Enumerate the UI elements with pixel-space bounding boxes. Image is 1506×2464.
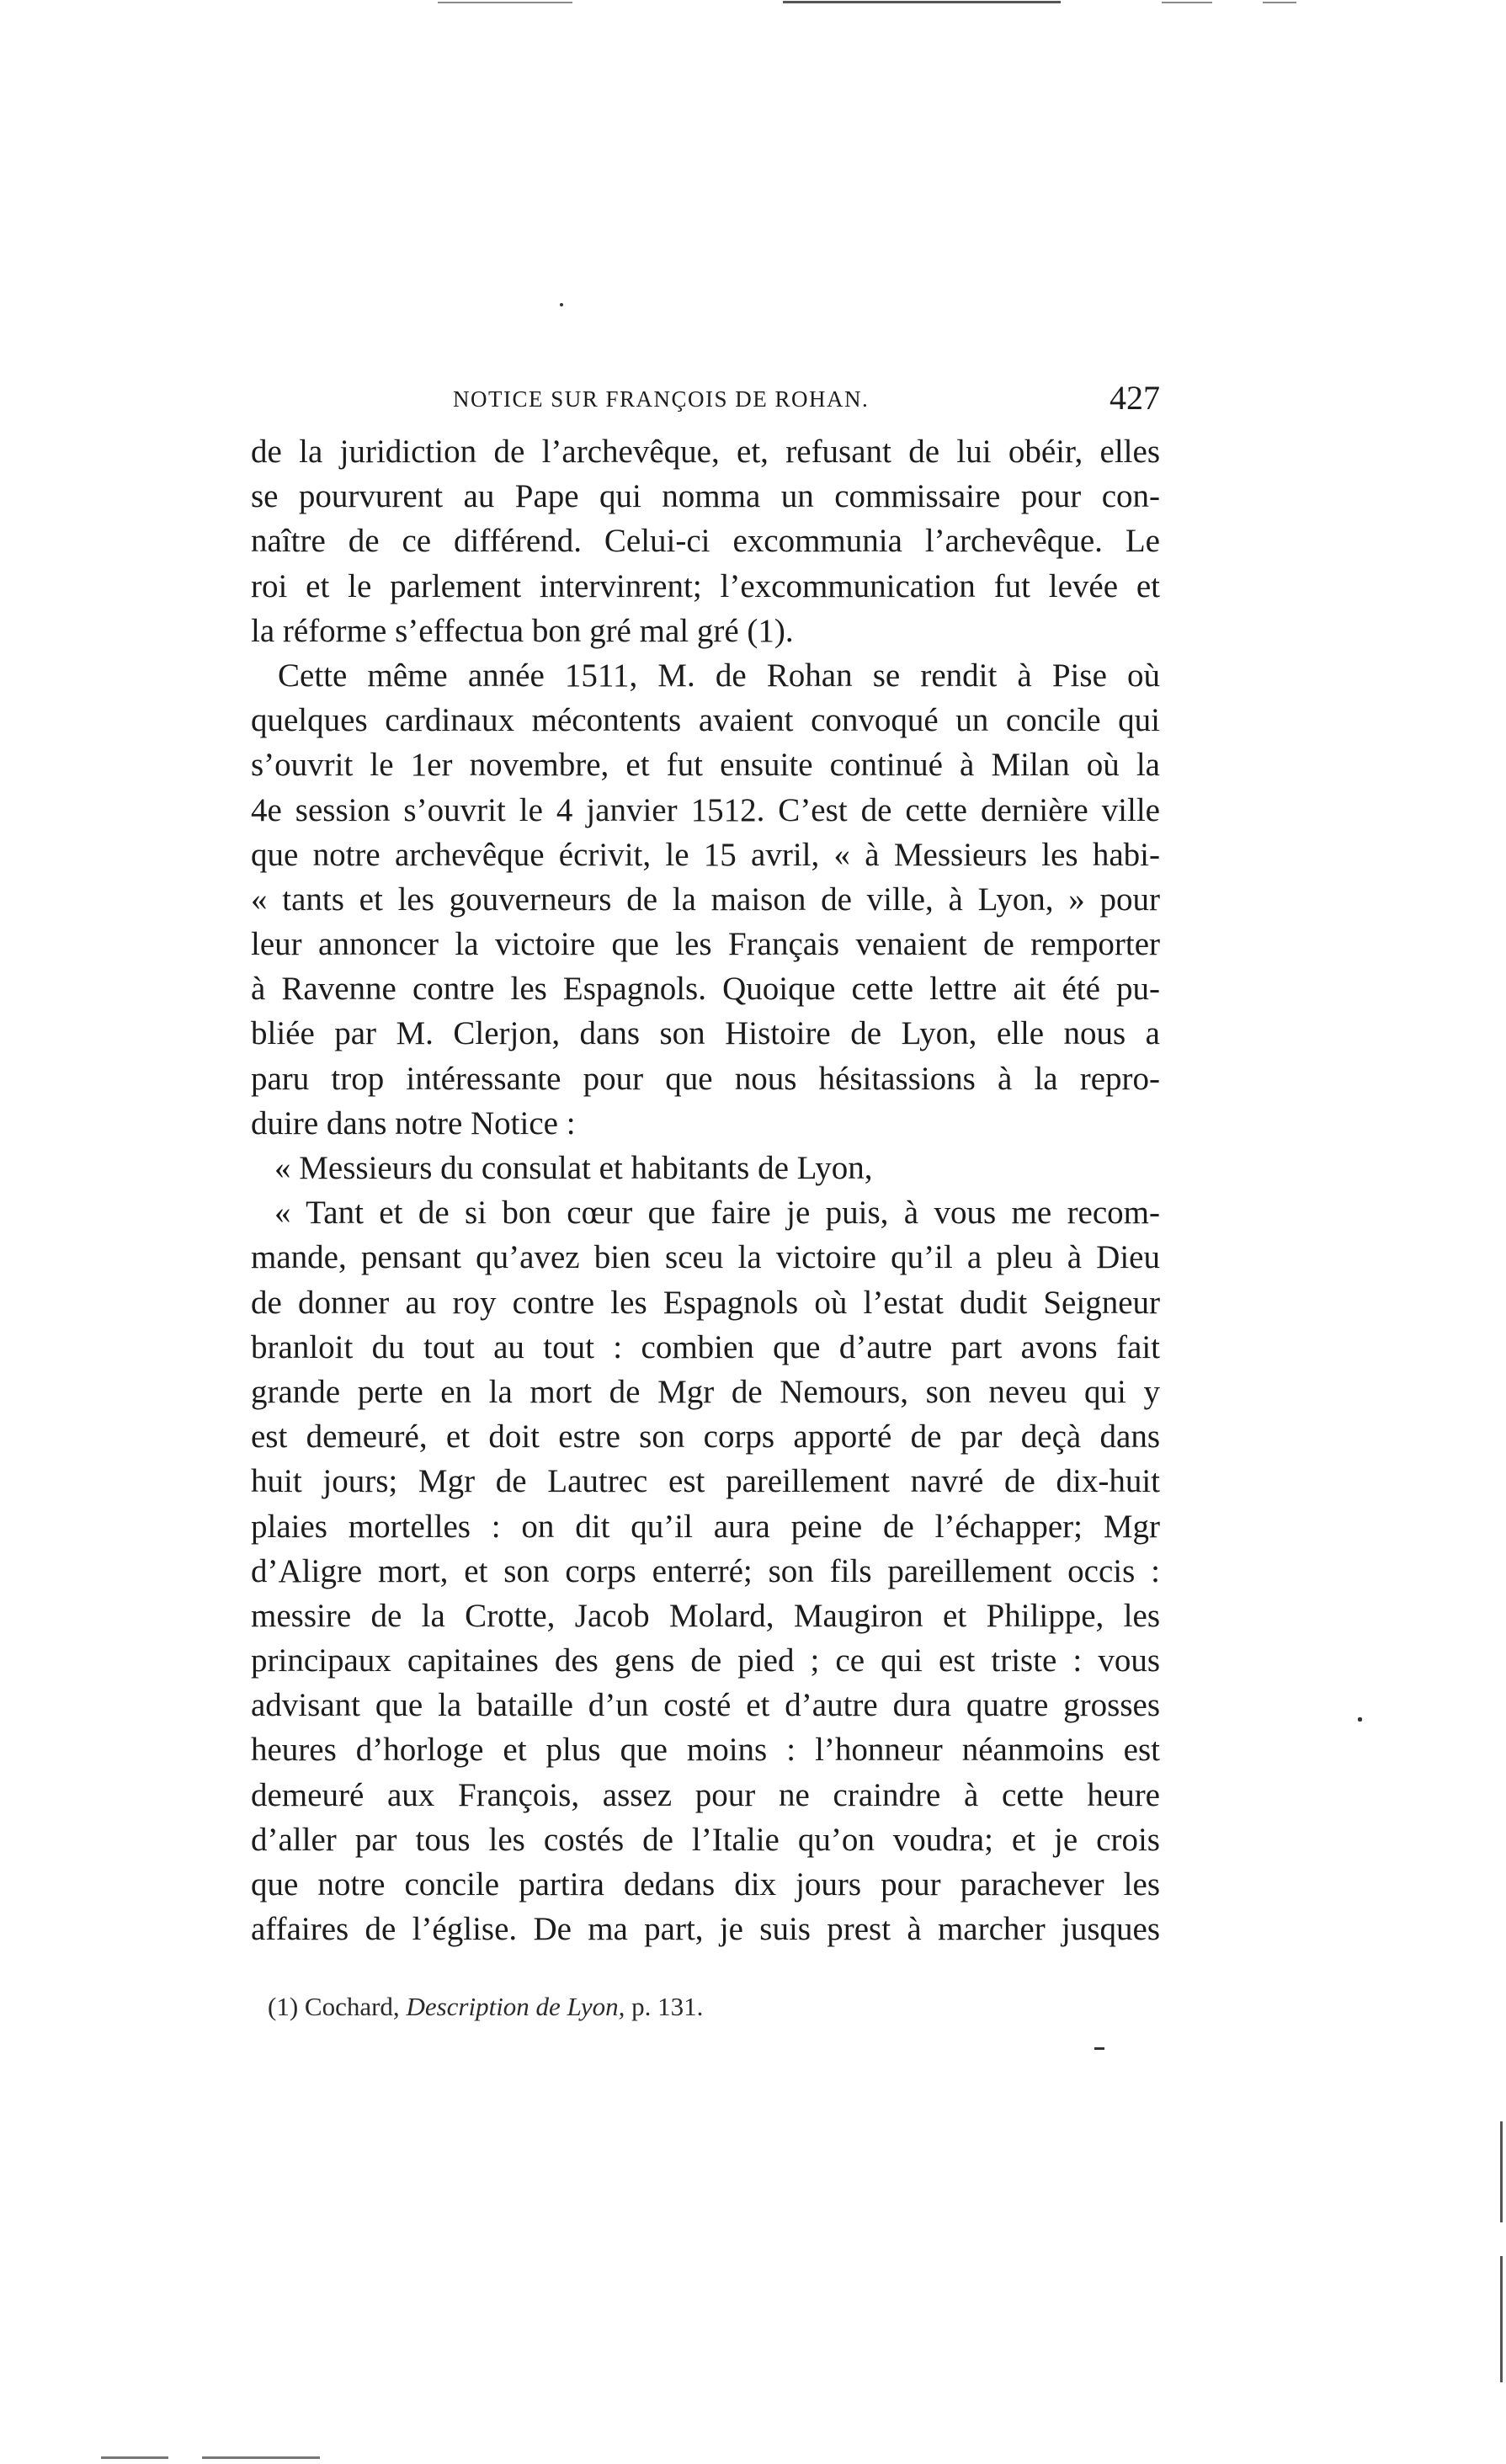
text-line: mande, pensant qu’avez bien sceu la victoire qu’il a pleu à Dieu	[251, 1239, 1160, 1276]
text-line: de la juridiction de l’archevêque, et, refusant de lui obéir, elles	[251, 434, 1160, 470]
scan-edge-bottom	[202, 2456, 320, 2459]
text-line: est demeuré, et doit estre son corps apporté de par deçà dans	[251, 1418, 1160, 1456]
text-line: duire dans notre Notice :	[251, 1104, 576, 1142]
scan-edge-top	[0, 0, 1506, 7]
page-number: 427	[1110, 379, 1160, 417]
text-line: affaires de l’église. De ma part, je suis prest à marcher jusques	[251, 1911, 1160, 1948]
text-line: « Tant et de si bon cœur que faire je puis, à vous me recom-	[274, 1195, 1160, 1232]
text-line: « Messieurs du consulat et habitants de Lyon,	[274, 1150, 873, 1186]
text-line: huit jours; Mgr de Lautrec est pareillement navré de dix-huit	[251, 1463, 1160, 1500]
text-line: heures d’horloge et plus que moins : l’honneur néanmoins est	[251, 1732, 1160, 1769]
text-line: s’ouvrit le 1er novembre, et fut ensuite continué à Milan où la	[251, 747, 1160, 784]
text-line: roi et le parlement intervinrent; l’excommunication fut levée et	[251, 567, 1160, 604]
text-line: Cette même année 1511, M. de Rohan se rendit à Pise où	[278, 657, 1160, 694]
running-title: NOTICE SUR FRANÇOIS DE ROHAN.	[453, 386, 870, 412]
speck-mark	[560, 303, 563, 306]
text-line: quelques cardinaux mécontents avaient convoqué un concile qui	[251, 702, 1160, 739]
text-line: branloit du tout au tout : combien que d’autre part avons fait	[251, 1328, 1160, 1365]
footnote-page: p. 131.	[631, 1992, 704, 2021]
text-line: 4e session s’ouvrit le 4 janvier 1512. C’est de cette dernière ville	[251, 791, 1160, 828]
text-line: bliée par M. Clerjon, dans son Histoire de Lyon, elle nous a	[251, 1015, 1160, 1052]
footnote	[268, 1992, 703, 2022]
page-header	[453, 379, 1160, 425]
text-line: se pourvurent au Pape qui nomma un commissaire pour con-	[251, 478, 1160, 515]
text-line: à Ravenne contre les Espagnols. Quoique cette lettre ait été pu-	[251, 971, 1160, 1008]
text-line: plaies mortelles : on dit qu’il aura peine de l’échapper; Mgr	[251, 1508, 1160, 1545]
scan-edge-right	[1500, 2121, 1503, 2222]
footnote-marker: (1)	[268, 1992, 299, 2021]
text-line: de donner au roy contre les Espagnols où l’estat dudit Seigneur	[251, 1284, 1160, 1321]
scan-edge-right	[1500, 2256, 1503, 2382]
scan-edge-bottom	[101, 2456, 168, 2459]
text-line: « tants et les gouverneurs de la maison de ville, à Lyon, » pour	[251, 881, 1160, 918]
footnote-author: Cochard,	[304, 1992, 400, 2021]
speck-mark	[1358, 1717, 1362, 1722]
text-line: messire de la Crotte, Jacob Molard, Maugiron et Philippe, les	[251, 1597, 1160, 1634]
text-line: advisant que la bataille d’un costé et d’autre dura quatre grosses	[251, 1687, 1160, 1724]
text-line: paru trop intéressante pour que nous hésitassions à la repro-	[251, 1060, 1160, 1097]
text-line: leur annoncer la victoire que les Français venaient de remporter	[251, 926, 1160, 963]
body-text	[251, 429, 1160, 1951]
speck-mark	[1094, 2047, 1104, 2050]
text-line: que notre concile partira dedans dix jours pour parachever les	[251, 1866, 1160, 1903]
text-line: naître de ce différend. Celui-ci excommunia l’archevêque. Le	[251, 523, 1160, 560]
text-line: d’Aligre mort, et son corps enterré; son fils pareillement occis :	[251, 1552, 1160, 1589]
text-line: demeuré aux François, assez pour ne craindre à cette heure	[251, 1776, 1160, 1813]
text-line: que notre archevêque écrivit, le 15 avril, « à Messieurs les habi-	[251, 836, 1160, 873]
footnote-title: Description de Lyon,	[406, 1992, 625, 2021]
text-line: d’aller par tous les costés de l’Italie qu’on voudra; et je crois	[251, 1821, 1160, 1858]
text-line: principaux capitaines des gens de pied ; ce qui est triste : vous	[251, 1642, 1160, 1679]
text-line: grande perte en la mort de Mgr de Nemours, son neveu qui y	[251, 1373, 1160, 1410]
text-line: la réforme s’effectua bon gré mal gré (1).	[251, 612, 794, 649]
